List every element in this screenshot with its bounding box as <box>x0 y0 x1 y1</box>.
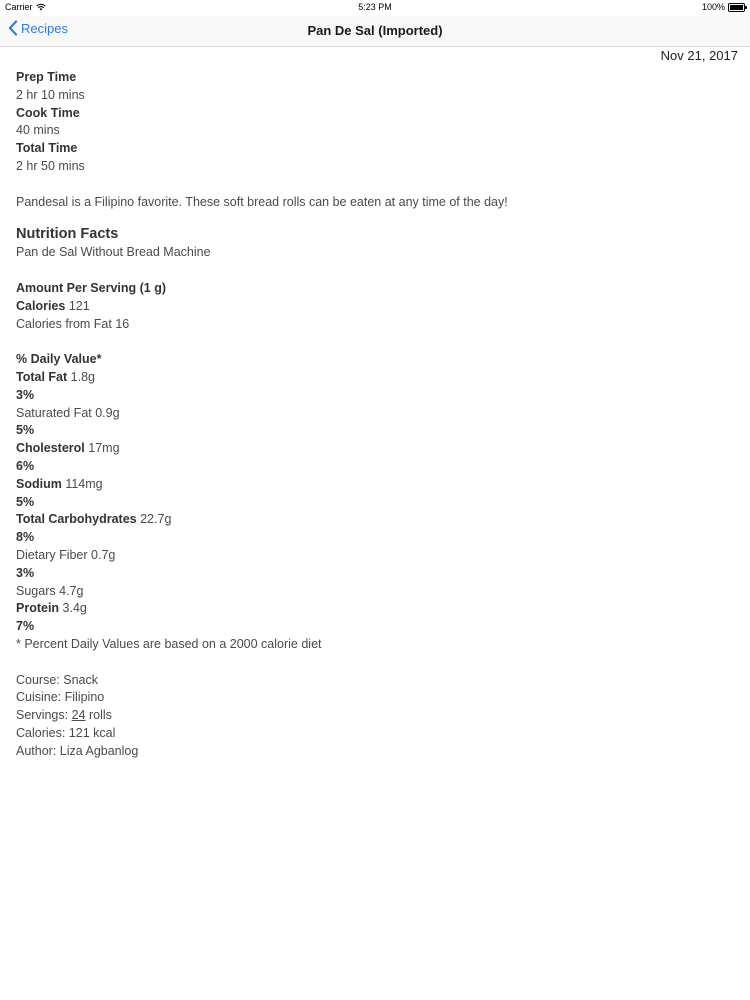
nutrient-percent: 5% <box>16 423 35 438</box>
nutrient-value: 0.7g <box>91 547 116 562</box>
calories-value: 121 <box>68 298 90 313</box>
recipe-meta <box>16 672 734 761</box>
navigation-bar <box>0 16 750 47</box>
nutrient-percent: 5% <box>16 494 35 509</box>
nutrient-label: Sugars <box>16 583 56 598</box>
nutrient-percent: 6% <box>16 458 35 473</box>
nutrient-row <box>16 600 734 618</box>
daily-value-label: % Daily Value* <box>16 352 102 367</box>
nutrient-row <box>16 476 734 494</box>
cook-time-value: 40 mins <box>16 123 60 138</box>
nutrient-value: 17mg <box>88 441 120 456</box>
nutrient-label: Total Fat <box>16 369 68 384</box>
status-bar <box>0 0 750 16</box>
calories-label: Calories <box>16 298 66 313</box>
servings-prefix: Servings: <box>16 708 72 723</box>
total-time-value: 2 hr 50 mins <box>16 158 85 173</box>
calories-from-fat: Calories from Fat 16 <box>16 316 130 331</box>
calories-row <box>16 298 734 316</box>
nutrient-value: 4.7g <box>59 583 84 598</box>
nutrient-row <box>16 440 734 458</box>
nutrient-label: Total Carbohydrates <box>16 512 137 527</box>
nutrient-row <box>16 583 734 601</box>
nutrition-subtitle: Pan de Sal Without Bread Machine <box>16 245 211 260</box>
nutrition-heading: Nutrition Facts <box>16 226 119 243</box>
battery-icon <box>728 3 745 12</box>
nutrient-percent: 3% <box>16 565 35 580</box>
recipe-content <box>0 47 750 760</box>
amount-per-serving: Amount Per Serving (1 g) <box>16 280 167 295</box>
nutrient-row <box>16 369 734 387</box>
nutrient-label: Cholesterol <box>16 441 85 456</box>
cook-time-label: Cook Time <box>16 105 80 120</box>
nutrient-row <box>16 511 734 529</box>
servings-count[interactable]: 24 <box>71 708 86 723</box>
status-time: 5:23 PM <box>358 2 392 12</box>
times-section <box>16 69 734 176</box>
nutrient-percent: 3% <box>16 387 35 402</box>
nutrient-value: 22.7g <box>140 512 172 527</box>
course-info: Course: Snack <box>16 672 98 687</box>
nutrient-label: Saturated Fat <box>16 405 92 420</box>
author-info: Author: Liza Agbanlog <box>16 743 139 758</box>
battery-indicator <box>702 2 745 12</box>
calories-info: Calories: 121 kcal <box>16 725 116 740</box>
nutrient-percent: 7% <box>16 619 35 634</box>
nutrient-label: Sodium <box>16 476 62 491</box>
nutrient-row <box>16 405 734 423</box>
nutrient-value: 114mg <box>65 476 103 491</box>
back-button-label: Recipes <box>21 20 68 36</box>
prep-time-value: 2 hr 10 mins <box>16 87 85 102</box>
total-time-label: Total Time <box>16 141 78 156</box>
carrier-label: Carrier <box>5 2 33 12</box>
battery-percent: 100% <box>701 2 725 12</box>
nutrient-value: 1.8g <box>70 369 95 384</box>
nutrition-footnote: * Percent Daily Values are based on a 2000 calorie diet <box>16 636 322 651</box>
nutrient-label: Dietary Fiber <box>16 547 88 562</box>
cuisine-info: Cuisine: Filipino <box>16 690 105 705</box>
recipe-description: Pandesal is a Filipino favorite. These soft bread rolls can be eaten at any time of the day! <box>16 194 508 209</box>
nutrient-value: 3.4g <box>62 601 87 616</box>
servings-suffix: rolls <box>85 708 112 723</box>
page-title: Pan De Sal (Imported) <box>307 23 443 38</box>
nutrient-row <box>16 547 734 565</box>
servings-info <box>16 707 734 725</box>
recipe-date: Nov 21, 2017 <box>660 48 738 63</box>
nutrient-percent: 8% <box>16 530 35 545</box>
nutrient-label: Protein <box>16 601 60 616</box>
nutrient-value: 0.9g <box>95 405 120 420</box>
nutrition-list <box>16 369 734 636</box>
prep-time-label: Prep Time <box>16 70 77 84</box>
